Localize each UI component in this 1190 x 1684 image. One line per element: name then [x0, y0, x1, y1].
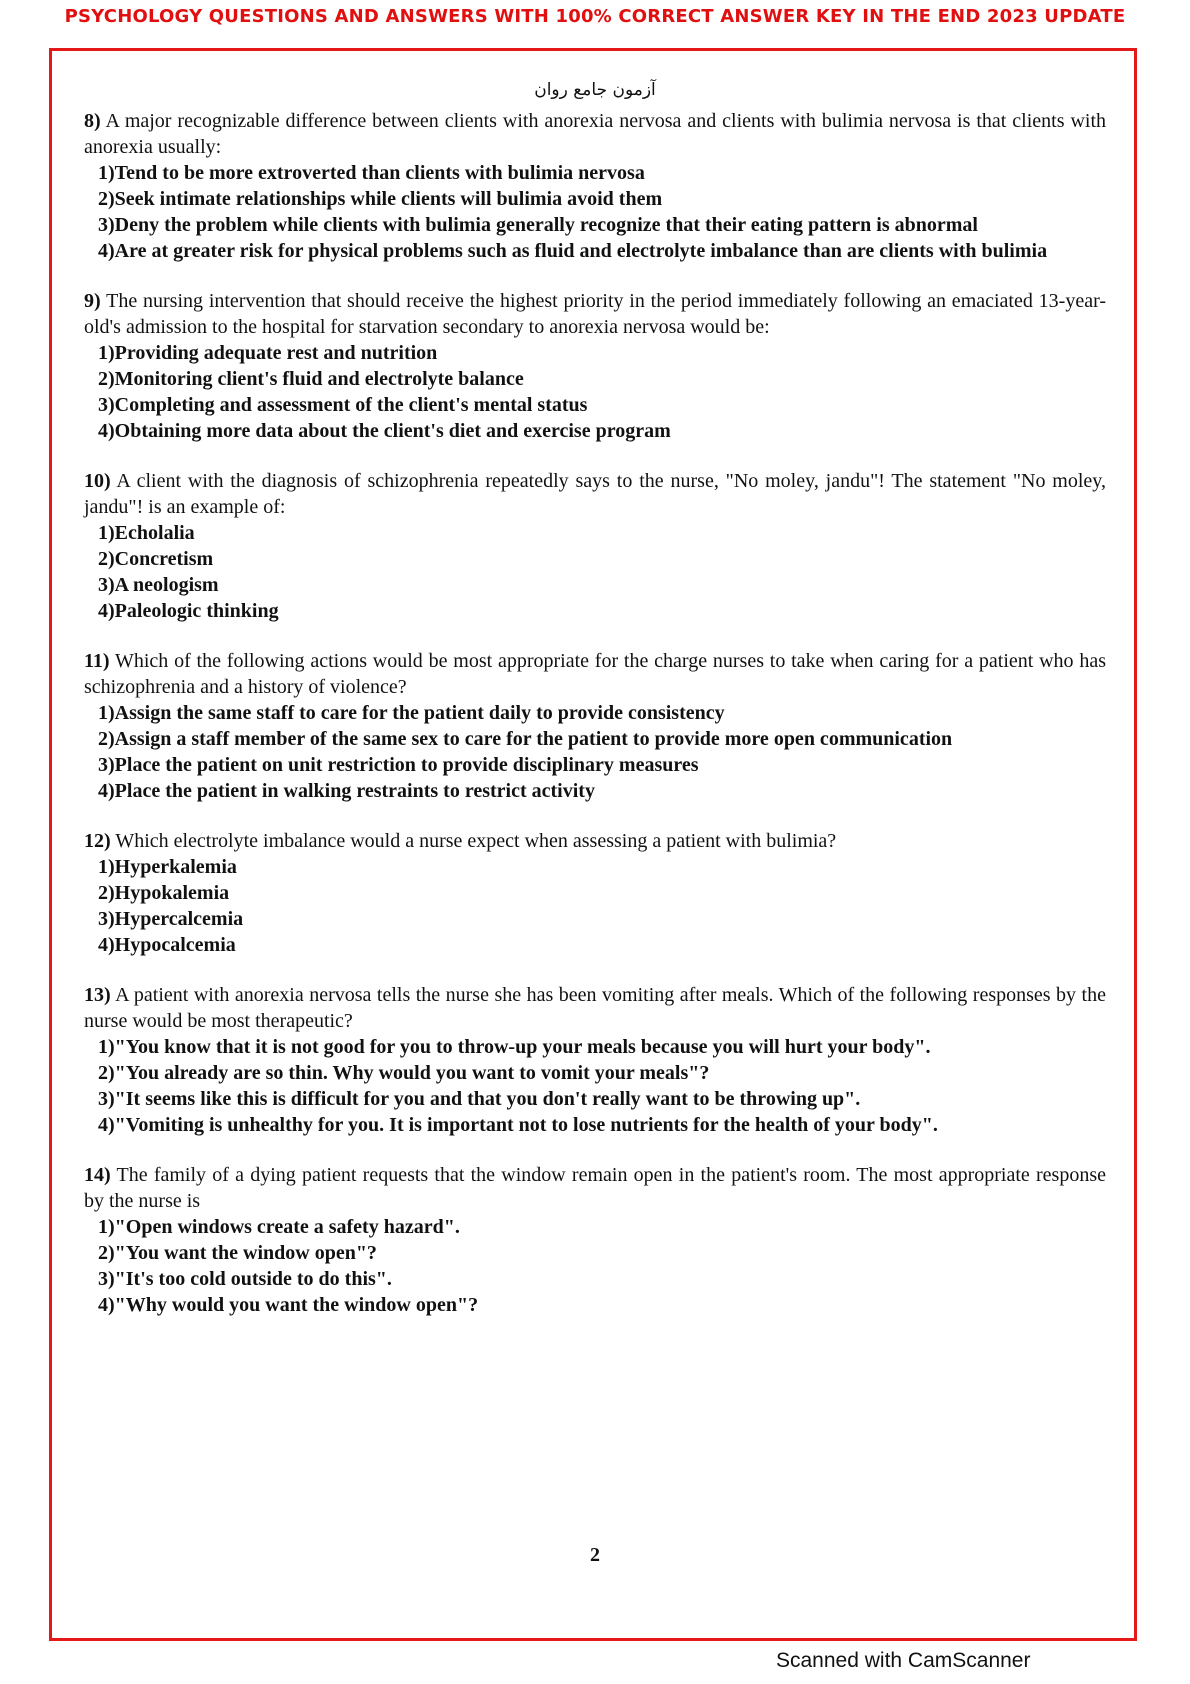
- question-stem: [84, 1162, 1106, 1214]
- answer-option: [84, 572, 1106, 598]
- answer-option: [84, 1214, 1106, 1240]
- option-number: 3): [98, 214, 115, 236]
- answer-option: [84, 1240, 1106, 1266]
- answer-option: [84, 778, 1106, 804]
- option-number: 1): [98, 702, 115, 724]
- question-text: A patient with anorexia nervosa tells the nurse she has been vomiting after meals. Which of the following responses by the nurse would be most therapeutic?: [84, 984, 1106, 1032]
- question-number: 12): [84, 830, 111, 852]
- option-text: Hypercalcemia: [114, 908, 244, 930]
- option-text: Paleologic thinking: [114, 600, 279, 622]
- question-block: [84, 108, 1106, 264]
- question-number: 14): [84, 1164, 111, 1186]
- option-number: 2): [98, 1062, 115, 1084]
- question-block: [84, 468, 1106, 624]
- option-number: 4): [98, 1294, 115, 1316]
- exam-subtitle: آزمون جامع روان: [534, 80, 656, 100]
- option-text: Echolalia: [114, 522, 195, 544]
- answer-option: [84, 598, 1106, 624]
- question-number: 9): [84, 290, 101, 312]
- question-block: [84, 648, 1106, 804]
- answer-option: [84, 854, 1106, 880]
- question-stem: [84, 648, 1106, 700]
- answer-option: [84, 752, 1106, 778]
- answer-option: [84, 340, 1106, 366]
- answer-option: [84, 212, 1106, 238]
- option-text: Assign a staff member of the same sex to care for the patient to provide more open communication: [114, 728, 953, 750]
- option-number: 4): [98, 1114, 115, 1136]
- question-number: 11): [84, 650, 110, 672]
- option-number: 1): [98, 856, 115, 878]
- option-text: A neologism: [114, 574, 219, 596]
- option-text: "You already are so thin. Why would you want to vomit your meals"?: [114, 1062, 710, 1084]
- option-number: 3): [98, 1268, 115, 1290]
- question-number: 13): [84, 984, 111, 1006]
- question-text: A major recognizable difference between clients with anorexia nervosa and clients with bulimia nervosa is that clients with anorexia usually:: [84, 110, 1106, 158]
- option-number: 2): [98, 368, 115, 390]
- option-number: 2): [98, 882, 115, 904]
- option-number: 2): [98, 1242, 115, 1264]
- question-text: Which of the following actions would be most appropriate for the charge nurses to take when caring for a patient who has schizophrenia and a history of violence?: [84, 650, 1106, 698]
- answer-option: [84, 880, 1106, 906]
- question-stem: [84, 828, 1106, 854]
- option-text: Place the patient in walking restraints to restrict activity: [114, 780, 595, 802]
- question-number: 8): [84, 110, 101, 132]
- answer-option: [84, 520, 1106, 546]
- question-block: [84, 982, 1106, 1138]
- option-number: 4): [98, 600, 115, 622]
- option-number: 4): [98, 934, 115, 956]
- answer-option: [84, 392, 1106, 418]
- question-block: [84, 288, 1106, 444]
- option-number: 1): [98, 1036, 115, 1058]
- answer-option: [84, 1060, 1106, 1086]
- answer-option: [84, 238, 1106, 264]
- page-content: [84, 80, 1106, 1342]
- question-number: 10): [84, 470, 111, 492]
- answer-option: [84, 1086, 1106, 1112]
- option-number: 3): [98, 754, 115, 776]
- option-text: "You know that it is not good for you to throw-up your meals because you will hurt your body".: [114, 1036, 931, 1058]
- option-text: Completing and assessment of the client's mental status: [114, 394, 588, 416]
- answer-option: [84, 418, 1106, 444]
- answer-option: [84, 160, 1106, 186]
- answer-option: [84, 906, 1106, 932]
- answer-option: [84, 366, 1106, 392]
- question-stem: [84, 288, 1106, 340]
- option-text: "Vomiting is unhealthy for you. It is important not to lose nutrients for the health of your body".: [114, 1114, 938, 1136]
- question-text: A client with the diagnosis of schizophrenia repeatedly says to the nurse, "No moley, jandu"! The statement "No moley, jandu"! is an example of:: [84, 470, 1106, 518]
- option-number: 4): [98, 780, 115, 802]
- option-text: Assign the same staff to care for the patient daily to provide consistency: [114, 702, 725, 724]
- option-number: 2): [98, 548, 115, 570]
- option-number: 2): [98, 188, 115, 210]
- option-text: Seek intimate relationships while clients will bulimia avoid them: [114, 188, 663, 210]
- option-number: 4): [98, 240, 115, 262]
- page-number: 2: [590, 1544, 600, 1566]
- question-block: [84, 828, 1106, 958]
- question-text: Which electrolyte imbalance would a nurse expect when assessing a patient with bulimia?: [115, 830, 837, 852]
- answer-option: [84, 186, 1106, 212]
- option-text: "It seems like this is difficult for you and that you don't really want to be throwing up".: [114, 1088, 861, 1110]
- option-text: Are at greater risk for physical problems such as fluid and electrolyte imbalance than are clients with bulimia: [114, 240, 1048, 262]
- option-text: Hyperkalemia: [114, 856, 237, 878]
- option-number: 1): [98, 342, 115, 364]
- option-number: 3): [98, 394, 115, 416]
- option-number: 3): [98, 908, 115, 930]
- question-list: [84, 108, 1106, 1318]
- question-text: The nursing intervention that should receive the highest priority in the period immediately following an emaciated 13-year-old's admission to the hospital for starvation secondary to anorexia nervosa would be:: [84, 290, 1106, 338]
- option-text: "It's too cold outside to do this".: [114, 1268, 392, 1290]
- option-text: Tend to be more extroverted than clients with bulimia nervosa: [114, 162, 645, 184]
- option-number: 3): [98, 1088, 115, 1110]
- option-text: "Why would you want the window open"?: [114, 1294, 479, 1316]
- answer-option: [84, 1034, 1106, 1060]
- option-text: "You want the window open"?: [114, 1242, 377, 1264]
- question-block: [84, 1162, 1106, 1318]
- scanner-watermark: Scanned with CamScanner: [776, 1649, 1031, 1672]
- option-text: Hypokalemia: [114, 882, 230, 904]
- answer-option: [84, 932, 1106, 958]
- answer-option: [84, 1112, 1106, 1138]
- option-number: 3): [98, 574, 115, 596]
- answer-option: [84, 700, 1106, 726]
- option-text: Hypocalcemia: [114, 934, 236, 956]
- option-text: "Open windows create a safety hazard".: [114, 1216, 460, 1238]
- answer-option: [84, 1266, 1106, 1292]
- option-number: 2): [98, 728, 115, 750]
- document-banner-title: PSYCHOLOGY QUESTIONS AND ANSWERS WITH 100% CORRECT ANSWER KEY IN THE END 2023 UPDATE: [64, 6, 1126, 27]
- question-stem: [84, 468, 1106, 520]
- option-text: Place the patient on unit restriction to provide disciplinary measures: [114, 754, 699, 776]
- option-text: Obtaining more data about the client's diet and exercise program: [114, 420, 671, 442]
- option-number: 4): [98, 420, 115, 442]
- question-stem: [84, 108, 1106, 160]
- option-text: Concretism: [114, 548, 214, 570]
- answer-option: [84, 726, 1106, 752]
- option-text: Providing adequate rest and nutrition: [114, 342, 438, 364]
- option-number: 1): [98, 522, 115, 544]
- option-number: 1): [98, 1216, 115, 1238]
- question-stem: [84, 982, 1106, 1034]
- option-number: 1): [98, 162, 115, 184]
- answer-option: [84, 546, 1106, 572]
- option-text: Deny the problem while clients with bulimia generally recognize that their eating pattern is abnormal: [114, 214, 978, 236]
- question-text: The family of a dying patient requests that the window remain open in the patient's room. The most appropriate response by the nurse is: [84, 1164, 1106, 1212]
- answer-option: [84, 1292, 1106, 1318]
- option-text: Monitoring client's fluid and electrolyte balance: [114, 368, 524, 390]
